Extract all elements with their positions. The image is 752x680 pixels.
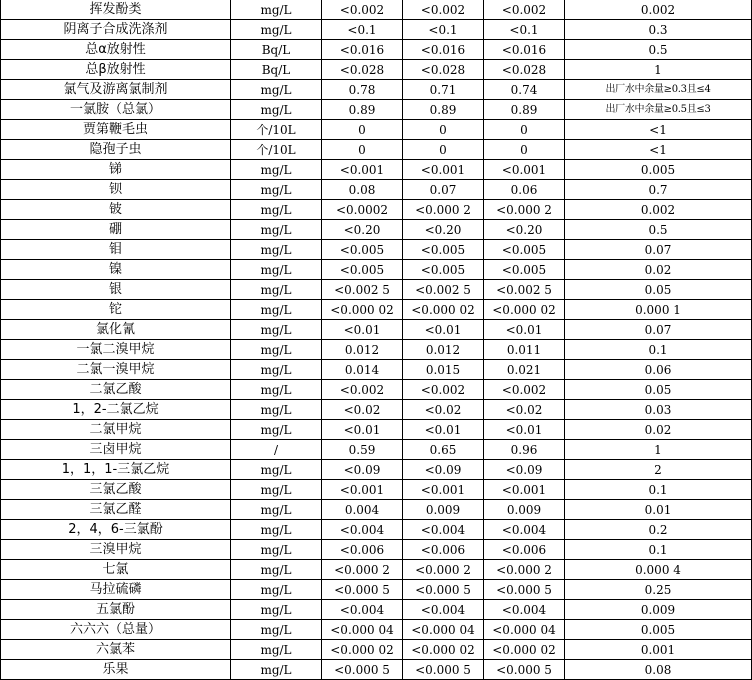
table-row — [1, 300, 752, 320]
limit-value-cell: <1 — [565, 120, 752, 140]
table-row — [1, 320, 752, 340]
limit-value-cell: 0.06 — [565, 360, 752, 380]
indicator-name-cell: 六六六（总量） — [1, 620, 231, 640]
unit-cell: mg/L — [231, 400, 322, 420]
limit-value-cell: 0.03 — [565, 400, 752, 420]
table-row — [1, 100, 752, 120]
unit-cell: mg/L — [231, 220, 322, 240]
unit-cell: mg/L — [231, 500, 322, 520]
sample-1-value-cell: <0.001 — [322, 480, 403, 500]
unit-cell: mg/L — [231, 600, 322, 620]
indicator-name-cell: 氯化氰 — [1, 320, 231, 340]
indicator-name-cell: 总α放射性 — [1, 40, 231, 60]
sample-3-value-cell: <0.000 02 — [484, 640, 565, 660]
limit-value-cell: 0.5 — [565, 40, 752, 60]
sample-1-value-cell: <0.028 — [322, 60, 403, 80]
table-row — [1, 220, 752, 240]
sample-3-value-cell: <0.000 2 — [484, 560, 565, 580]
limit-value-cell: 0.07 — [565, 320, 752, 340]
indicator-name-cell: 铊 — [1, 300, 231, 320]
unit-cell: mg/L — [231, 160, 322, 180]
unit-cell: mg/L — [231, 460, 322, 480]
sample-2-value-cell: 0.65 — [403, 440, 484, 460]
sample-2-value-cell: <0.002 — [403, 0, 484, 20]
limit-value-cell: 0.002 — [565, 200, 752, 220]
limit-value-cell: 0.7 — [565, 180, 752, 200]
limit-value-cell: 0.05 — [565, 380, 752, 400]
table-row — [1, 380, 752, 400]
table-row — [1, 0, 752, 20]
sample-1-value-cell: 0.004 — [322, 500, 403, 520]
sample-3-value-cell: <0.01 — [484, 420, 565, 440]
sample-1-value-cell: <0.001 — [322, 160, 403, 180]
sample-3-value-cell: <0.20 — [484, 220, 565, 240]
table-row — [1, 600, 752, 620]
table-row — [1, 440, 752, 460]
indicator-name-cell: 三卤甲烷 — [1, 440, 231, 460]
sample-3-value-cell: <0.000 04 — [484, 620, 565, 640]
sample-1-value-cell: <0.002 — [322, 0, 403, 20]
unit-cell: 个/10L — [231, 120, 322, 140]
indicator-name-cell: 二氯一溴甲烷 — [1, 360, 231, 380]
unit-cell: mg/L — [231, 300, 322, 320]
unit-cell: mg/L — [231, 420, 322, 440]
sample-1-value-cell: <0.000 02 — [322, 640, 403, 660]
table-row — [1, 580, 752, 600]
indicator-name-cell: 银 — [1, 280, 231, 300]
table-row — [1, 540, 752, 560]
unit-cell: mg/L — [231, 620, 322, 640]
sample-1-value-cell: <0.005 — [322, 260, 403, 280]
indicator-name-cell: 贾第鞭毛虫 — [1, 120, 231, 140]
unit-cell: mg/L — [231, 560, 322, 580]
sample-2-value-cell: <0.02 — [403, 400, 484, 420]
sample-1-value-cell: <0.004 — [322, 600, 403, 620]
table-row — [1, 180, 752, 200]
sample-3-value-cell: <0.028 — [484, 60, 565, 80]
sample-3-value-cell: <0.000 5 — [484, 580, 565, 600]
indicator-name-cell: 马拉硫磷 — [1, 580, 231, 600]
table-row — [1, 520, 752, 540]
unit-cell: mg/L — [231, 0, 322, 20]
limit-value-cell: 0.08 — [565, 660, 752, 680]
table-row — [1, 500, 752, 520]
sample-3-value-cell: <0.005 — [484, 240, 565, 260]
sample-2-value-cell: <0.001 — [403, 160, 484, 180]
indicator-name-cell: 六氯苯 — [1, 640, 231, 660]
indicator-name-cell: 钡 — [1, 180, 231, 200]
sample-2-value-cell: <0.000 02 — [403, 300, 484, 320]
limit-value-cell: 0.009 — [565, 600, 752, 620]
limit-value-cell: 1 — [565, 60, 752, 80]
unit-cell: mg/L — [231, 360, 322, 380]
indicator-name-cell: 总β放射性 — [1, 60, 231, 80]
limit-value-cell: 0.05 — [565, 280, 752, 300]
sample-2-value-cell: 0.015 — [403, 360, 484, 380]
unit-cell: mg/L — [231, 520, 322, 540]
sample-3-value-cell: <0.000 2 — [484, 200, 565, 220]
sample-1-value-cell: <0.002 5 — [322, 280, 403, 300]
sample-1-value-cell: 0.08 — [322, 180, 403, 200]
sample-2-value-cell: 0.009 — [403, 500, 484, 520]
sample-1-value-cell: <0.0002 — [322, 200, 403, 220]
limit-value-cell: 0.2 — [565, 520, 752, 540]
sample-2-value-cell: <0.000 5 — [403, 660, 484, 680]
table-row — [1, 360, 752, 380]
limit-value-cell: 0.005 — [565, 160, 752, 180]
unit-cell: mg/L — [231, 660, 322, 680]
sample-2-value-cell: <0.001 — [403, 480, 484, 500]
limit-value-cell: 0.000 4 — [565, 560, 752, 580]
sample-2-value-cell: <0.01 — [403, 420, 484, 440]
unit-cell: mg/L — [231, 180, 322, 200]
limit-value-cell: 2 — [565, 460, 752, 480]
indicator-name-cell: 三氯乙醛 — [1, 500, 231, 520]
sample-1-value-cell: <0.004 — [322, 520, 403, 540]
indicator-name-cell: 乐果 — [1, 660, 231, 680]
indicator-name-cell: 硼 — [1, 220, 231, 240]
sample-2-value-cell: 0.71 — [403, 80, 484, 100]
unit-cell: mg/L — [231, 80, 322, 100]
sample-2-value-cell: 0 — [403, 140, 484, 160]
indicator-name-cell: 钼 — [1, 240, 231, 260]
unit-cell: / — [231, 440, 322, 460]
sample-1-value-cell: <0.002 — [322, 380, 403, 400]
sample-2-value-cell: 0.012 — [403, 340, 484, 360]
limit-value-cell: 出厂水中余量≥0.3且≤4 — [565, 80, 752, 100]
limit-value-cell: <1 — [565, 140, 752, 160]
limit-value-cell: 0.005 — [565, 620, 752, 640]
sample-1-value-cell: <0.20 — [322, 220, 403, 240]
indicator-name-cell: 氯气及游离氯制剂 — [1, 80, 231, 100]
sample-1-value-cell: <0.09 — [322, 460, 403, 480]
sample-2-value-cell: <0.000 2 — [403, 200, 484, 220]
sample-3-value-cell: 0.89 — [484, 100, 565, 120]
table-row — [1, 200, 752, 220]
unit-cell: mg/L — [231, 280, 322, 300]
unit-cell: Bq/L — [231, 60, 322, 80]
sample-2-value-cell: <0.000 5 — [403, 580, 484, 600]
sample-3-value-cell: <0.002 — [484, 380, 565, 400]
indicator-name-cell: 挥发酚类 — [1, 0, 231, 20]
table-row — [1, 40, 752, 60]
sample-1-value-cell: <0.02 — [322, 400, 403, 420]
limit-value-cell: 0.001 — [565, 640, 752, 660]
sample-2-value-cell: <0.005 — [403, 240, 484, 260]
table-row — [1, 640, 752, 660]
unit-cell: mg/L — [231, 260, 322, 280]
unit-cell: mg/L — [231, 240, 322, 260]
limit-value-cell: 0.3 — [565, 20, 752, 40]
sample-3-value-cell: <0.001 — [484, 480, 565, 500]
sample-1-value-cell: <0.01 — [322, 420, 403, 440]
sample-2-value-cell: 0.07 — [403, 180, 484, 200]
limit-value-cell: 0.1 — [565, 480, 752, 500]
unit-cell: mg/L — [231, 200, 322, 220]
sample-2-value-cell: <0.20 — [403, 220, 484, 240]
indicator-name-cell: 一氯二溴甲烷 — [1, 340, 231, 360]
sample-3-value-cell: <0.002 — [484, 0, 565, 20]
limit-value-cell: 0.02 — [565, 420, 752, 440]
limit-value-cell: 0.01 — [565, 500, 752, 520]
sample-3-value-cell: <0.001 — [484, 160, 565, 180]
sample-3-value-cell: 0.009 — [484, 500, 565, 520]
sample-1-value-cell: 0 — [322, 120, 403, 140]
limit-value-cell: 1 — [565, 440, 752, 460]
sample-3-value-cell: 0 — [484, 120, 565, 140]
unit-cell: mg/L — [231, 20, 322, 40]
sample-3-value-cell: 0.011 — [484, 340, 565, 360]
table-row — [1, 460, 752, 480]
sample-2-value-cell: <0.000 02 — [403, 640, 484, 660]
table-row — [1, 160, 752, 180]
sample-2-value-cell: 0.89 — [403, 100, 484, 120]
limit-value-cell: 0.07 — [565, 240, 752, 260]
sample-1-value-cell: <0.000 2 — [322, 560, 403, 580]
table-row — [1, 420, 752, 440]
sample-2-value-cell: <0.09 — [403, 460, 484, 480]
table-row — [1, 400, 752, 420]
sample-1-value-cell: <0.000 5 — [322, 660, 403, 680]
table-row — [1, 80, 752, 100]
sample-1-value-cell: <0.1 — [322, 20, 403, 40]
table-row — [1, 280, 752, 300]
table-row — [1, 120, 752, 140]
sample-3-value-cell: <0.006 — [484, 540, 565, 560]
sample-2-value-cell: <0.1 — [403, 20, 484, 40]
indicator-name-cell: 1，1，1-三氯乙烷 — [1, 460, 231, 480]
sample-2-value-cell: <0.002 — [403, 380, 484, 400]
sample-3-value-cell: 0.74 — [484, 80, 565, 100]
table-row — [1, 140, 752, 160]
limit-value-cell: 0.5 — [565, 220, 752, 240]
sample-1-value-cell: 0.89 — [322, 100, 403, 120]
indicator-name-cell: 铍 — [1, 200, 231, 220]
sample-3-value-cell: <0.02 — [484, 400, 565, 420]
table-row — [1, 480, 752, 500]
sample-2-value-cell: <0.000 2 — [403, 560, 484, 580]
sample-3-value-cell: <0.005 — [484, 260, 565, 280]
unit-cell: mg/L — [231, 380, 322, 400]
unit-cell: Bq/L — [231, 40, 322, 60]
sample-2-value-cell: 0 — [403, 120, 484, 140]
unit-cell: mg/L — [231, 580, 322, 600]
sample-3-value-cell: <0.002 5 — [484, 280, 565, 300]
indicator-name-cell: 三氯乙酸 — [1, 480, 231, 500]
sample-2-value-cell: <0.000 04 — [403, 620, 484, 640]
unit-cell: mg/L — [231, 320, 322, 340]
sample-3-value-cell: <0.004 — [484, 600, 565, 620]
indicator-name-cell: 隐孢子虫 — [1, 140, 231, 160]
sample-3-value-cell: <0.01 — [484, 320, 565, 340]
sample-1-value-cell: <0.000 02 — [322, 300, 403, 320]
sample-2-value-cell: <0.002 5 — [403, 280, 484, 300]
sample-1-value-cell: <0.006 — [322, 540, 403, 560]
table-row — [1, 660, 752, 680]
sample-1-value-cell: 0 — [322, 140, 403, 160]
sample-1-value-cell: <0.005 — [322, 240, 403, 260]
sample-2-value-cell: <0.005 — [403, 260, 484, 280]
indicator-name-cell: 一氯胺（总氯） — [1, 100, 231, 120]
sample-1-value-cell: <0.000 04 — [322, 620, 403, 640]
sample-3-value-cell: <0.004 — [484, 520, 565, 540]
unit-cell: 个/10L — [231, 140, 322, 160]
sample-2-value-cell: <0.004 — [403, 600, 484, 620]
sample-1-value-cell: 0.59 — [322, 440, 403, 460]
sample-3-value-cell: <0.000 02 — [484, 300, 565, 320]
sample-3-value-cell: <0.09 — [484, 460, 565, 480]
indicator-name-cell: 七氯 — [1, 560, 231, 580]
sample-1-value-cell: 0.014 — [322, 360, 403, 380]
sample-3-value-cell: <0.016 — [484, 40, 565, 60]
unit-cell: mg/L — [231, 540, 322, 560]
limit-value-cell: 出厂水中余量≥0.5且≤3 — [565, 100, 752, 120]
sample-1-value-cell: <0.000 5 — [322, 580, 403, 600]
sample-2-value-cell: <0.004 — [403, 520, 484, 540]
indicator-name-cell: 锑 — [1, 160, 231, 180]
indicator-name-cell: 三溴甲烷 — [1, 540, 231, 560]
table-body — [1, 0, 752, 680]
table-row — [1, 260, 752, 280]
indicator-name-cell: 镍 — [1, 260, 231, 280]
unit-cell: mg/L — [231, 480, 322, 500]
sample-3-value-cell: <0.000 5 — [484, 660, 565, 680]
table-row — [1, 60, 752, 80]
unit-cell: mg/L — [231, 640, 322, 660]
limit-value-cell: 0.000 1 — [565, 300, 752, 320]
sample-1-value-cell: 0.78 — [322, 80, 403, 100]
sample-2-value-cell: <0.016 — [403, 40, 484, 60]
table-row — [1, 240, 752, 260]
sample-3-value-cell: 0.06 — [484, 180, 565, 200]
indicator-name-cell: 2，4，6-三氯酚 — [1, 520, 231, 540]
limit-value-cell: 0.02 — [565, 260, 752, 280]
indicator-name-cell: 五氯酚 — [1, 600, 231, 620]
limit-value-cell: 0.1 — [565, 340, 752, 360]
table-row — [1, 20, 752, 40]
limit-value-cell: 0.25 — [565, 580, 752, 600]
unit-cell: mg/L — [231, 100, 322, 120]
sample-2-value-cell: <0.01 — [403, 320, 484, 340]
sample-3-value-cell: <0.1 — [484, 20, 565, 40]
table-row — [1, 620, 752, 640]
limit-value-cell: 0.1 — [565, 540, 752, 560]
limit-value-cell: 0.002 — [565, 0, 752, 20]
sample-2-value-cell: <0.028 — [403, 60, 484, 80]
sample-2-value-cell: <0.006 — [403, 540, 484, 560]
sample-3-value-cell: 0.96 — [484, 440, 565, 460]
unit-cell: mg/L — [231, 340, 322, 360]
table-row — [1, 560, 752, 580]
indicator-name-cell: 二氯甲烷 — [1, 420, 231, 440]
sample-1-value-cell: 0.012 — [322, 340, 403, 360]
sample-1-value-cell: <0.016 — [322, 40, 403, 60]
indicator-name-cell: 二氯乙酸 — [1, 380, 231, 400]
sample-3-value-cell: 0.021 — [484, 360, 565, 380]
sample-1-value-cell: <0.01 — [322, 320, 403, 340]
indicator-name-cell: 1，2-二氯乙烷 — [1, 400, 231, 420]
indicator-name-cell: 阴离子合成洗涤剂 — [1, 20, 231, 40]
sample-3-value-cell: 0 — [484, 140, 565, 160]
table-row — [1, 340, 752, 360]
